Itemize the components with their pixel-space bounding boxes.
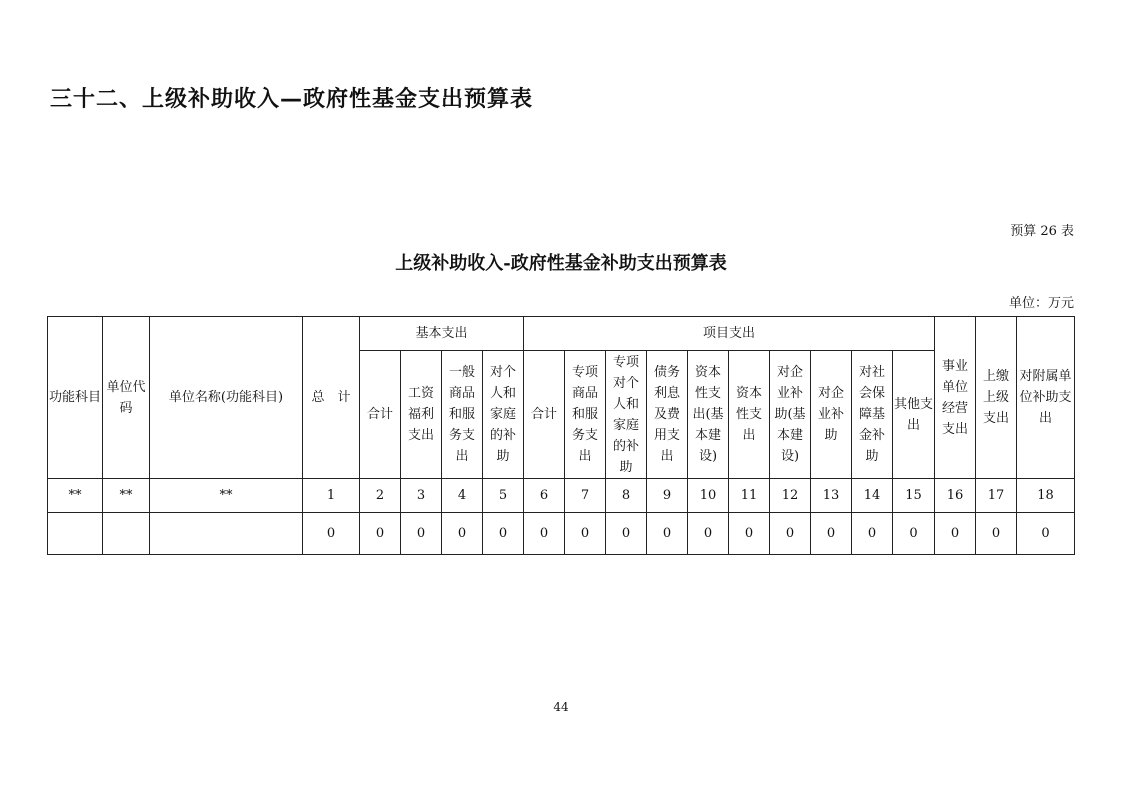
header-trailing-1: 事业单位经营支出	[935, 317, 976, 479]
index-cell: 6	[524, 479, 565, 513]
index-cell: **	[48, 479, 103, 513]
table-cell: 0	[606, 513, 647, 555]
index-cell: 18	[1017, 479, 1075, 513]
header-project-7: 对企业补助(基本建设)	[770, 351, 811, 479]
header-basic-4: 对个人和家庭的补助	[483, 351, 524, 479]
table-cell: 0	[647, 513, 688, 555]
table-title: 上级补助收入-政府性基金补助支出预算表	[395, 253, 727, 274]
table-cell: 0	[935, 513, 976, 555]
header-project-10: 其他支出	[893, 351, 935, 479]
table-cell: 0	[483, 513, 524, 555]
table-cell: 0	[442, 513, 483, 555]
header-trailing-2: 上缴上级支出	[976, 317, 1017, 479]
index-cell: 12	[770, 479, 811, 513]
header-trailing-3: 对附属单位补助支出	[1017, 317, 1075, 479]
index-cell: 11	[729, 479, 770, 513]
header-total: 总 计	[303, 317, 360, 479]
table-row	[48, 513, 1075, 555]
header-basic-3: 一般商品和服务支出	[442, 351, 483, 479]
table-cell: 0	[401, 513, 442, 555]
index-cell: 13	[811, 479, 852, 513]
index-cell: 5	[483, 479, 524, 513]
table-cell: 0	[976, 513, 1017, 555]
header-project-4: 债务利息及费用支出	[647, 351, 688, 479]
header-basic-1: 合计	[360, 351, 401, 479]
unit-label: 单位：万元	[1008, 296, 1074, 311]
header-project-9: 对社会保障基金补助	[852, 351, 893, 479]
index-cell: 3	[401, 479, 442, 513]
header-project-group: 项目支出	[524, 317, 935, 351]
index-cell: 14	[852, 479, 893, 513]
table-cell: 0	[893, 513, 935, 555]
index-cell: 17	[976, 479, 1017, 513]
header-project-1: 合计	[524, 351, 565, 479]
header-func-code: 功能科目	[48, 317, 103, 479]
index-cell: 2	[360, 479, 401, 513]
header-project-6: 资本性支出	[729, 351, 770, 479]
table-cell: 0	[303, 513, 360, 555]
table-cell	[150, 513, 303, 555]
table-cell: 0	[688, 513, 729, 555]
index-cell: 1	[303, 479, 360, 513]
index-cell: 4	[442, 479, 483, 513]
table-cell: 0	[729, 513, 770, 555]
index-cell: **	[150, 479, 303, 513]
header-basic-group: 基本支出	[360, 317, 524, 351]
table-cell: 0	[1017, 513, 1075, 555]
header-project-8: 对企业补助	[811, 351, 852, 479]
header-project-3: 专项对个人和家庭的补助	[606, 351, 647, 479]
index-cell: **	[103, 479, 150, 513]
form-number: 预算 26 表	[1010, 224, 1074, 239]
table-cell: 0	[811, 513, 852, 555]
table-cell	[48, 513, 103, 555]
index-cell: 15	[893, 479, 935, 513]
header-unit-code: 单位代码	[103, 317, 150, 479]
index-cell: 10	[688, 479, 729, 513]
header-project-5: 资本性支出(基本建设)	[688, 351, 729, 479]
index-cell: 16	[935, 479, 976, 513]
table-cell: 0	[770, 513, 811, 555]
table-cell: 0	[524, 513, 565, 555]
header-unit-name: 单位名称(功能科目)	[150, 317, 303, 479]
budget-table	[47, 316, 1075, 555]
index-cell: 7	[565, 479, 606, 513]
table-cell: 0	[360, 513, 401, 555]
page-number: 44	[553, 700, 569, 714]
table-cell: 0	[565, 513, 606, 555]
index-cell: 9	[647, 479, 688, 513]
header-basic-2: 工资福利支出	[401, 351, 442, 479]
index-cell: 8	[606, 479, 647, 513]
header-project-2: 专项商品和服务支出	[565, 351, 606, 479]
table-cell	[103, 513, 150, 555]
table-cell: 0	[852, 513, 893, 555]
page-heading: 三十二、上级补助收入—政府性基金支出预算表	[50, 87, 534, 112]
